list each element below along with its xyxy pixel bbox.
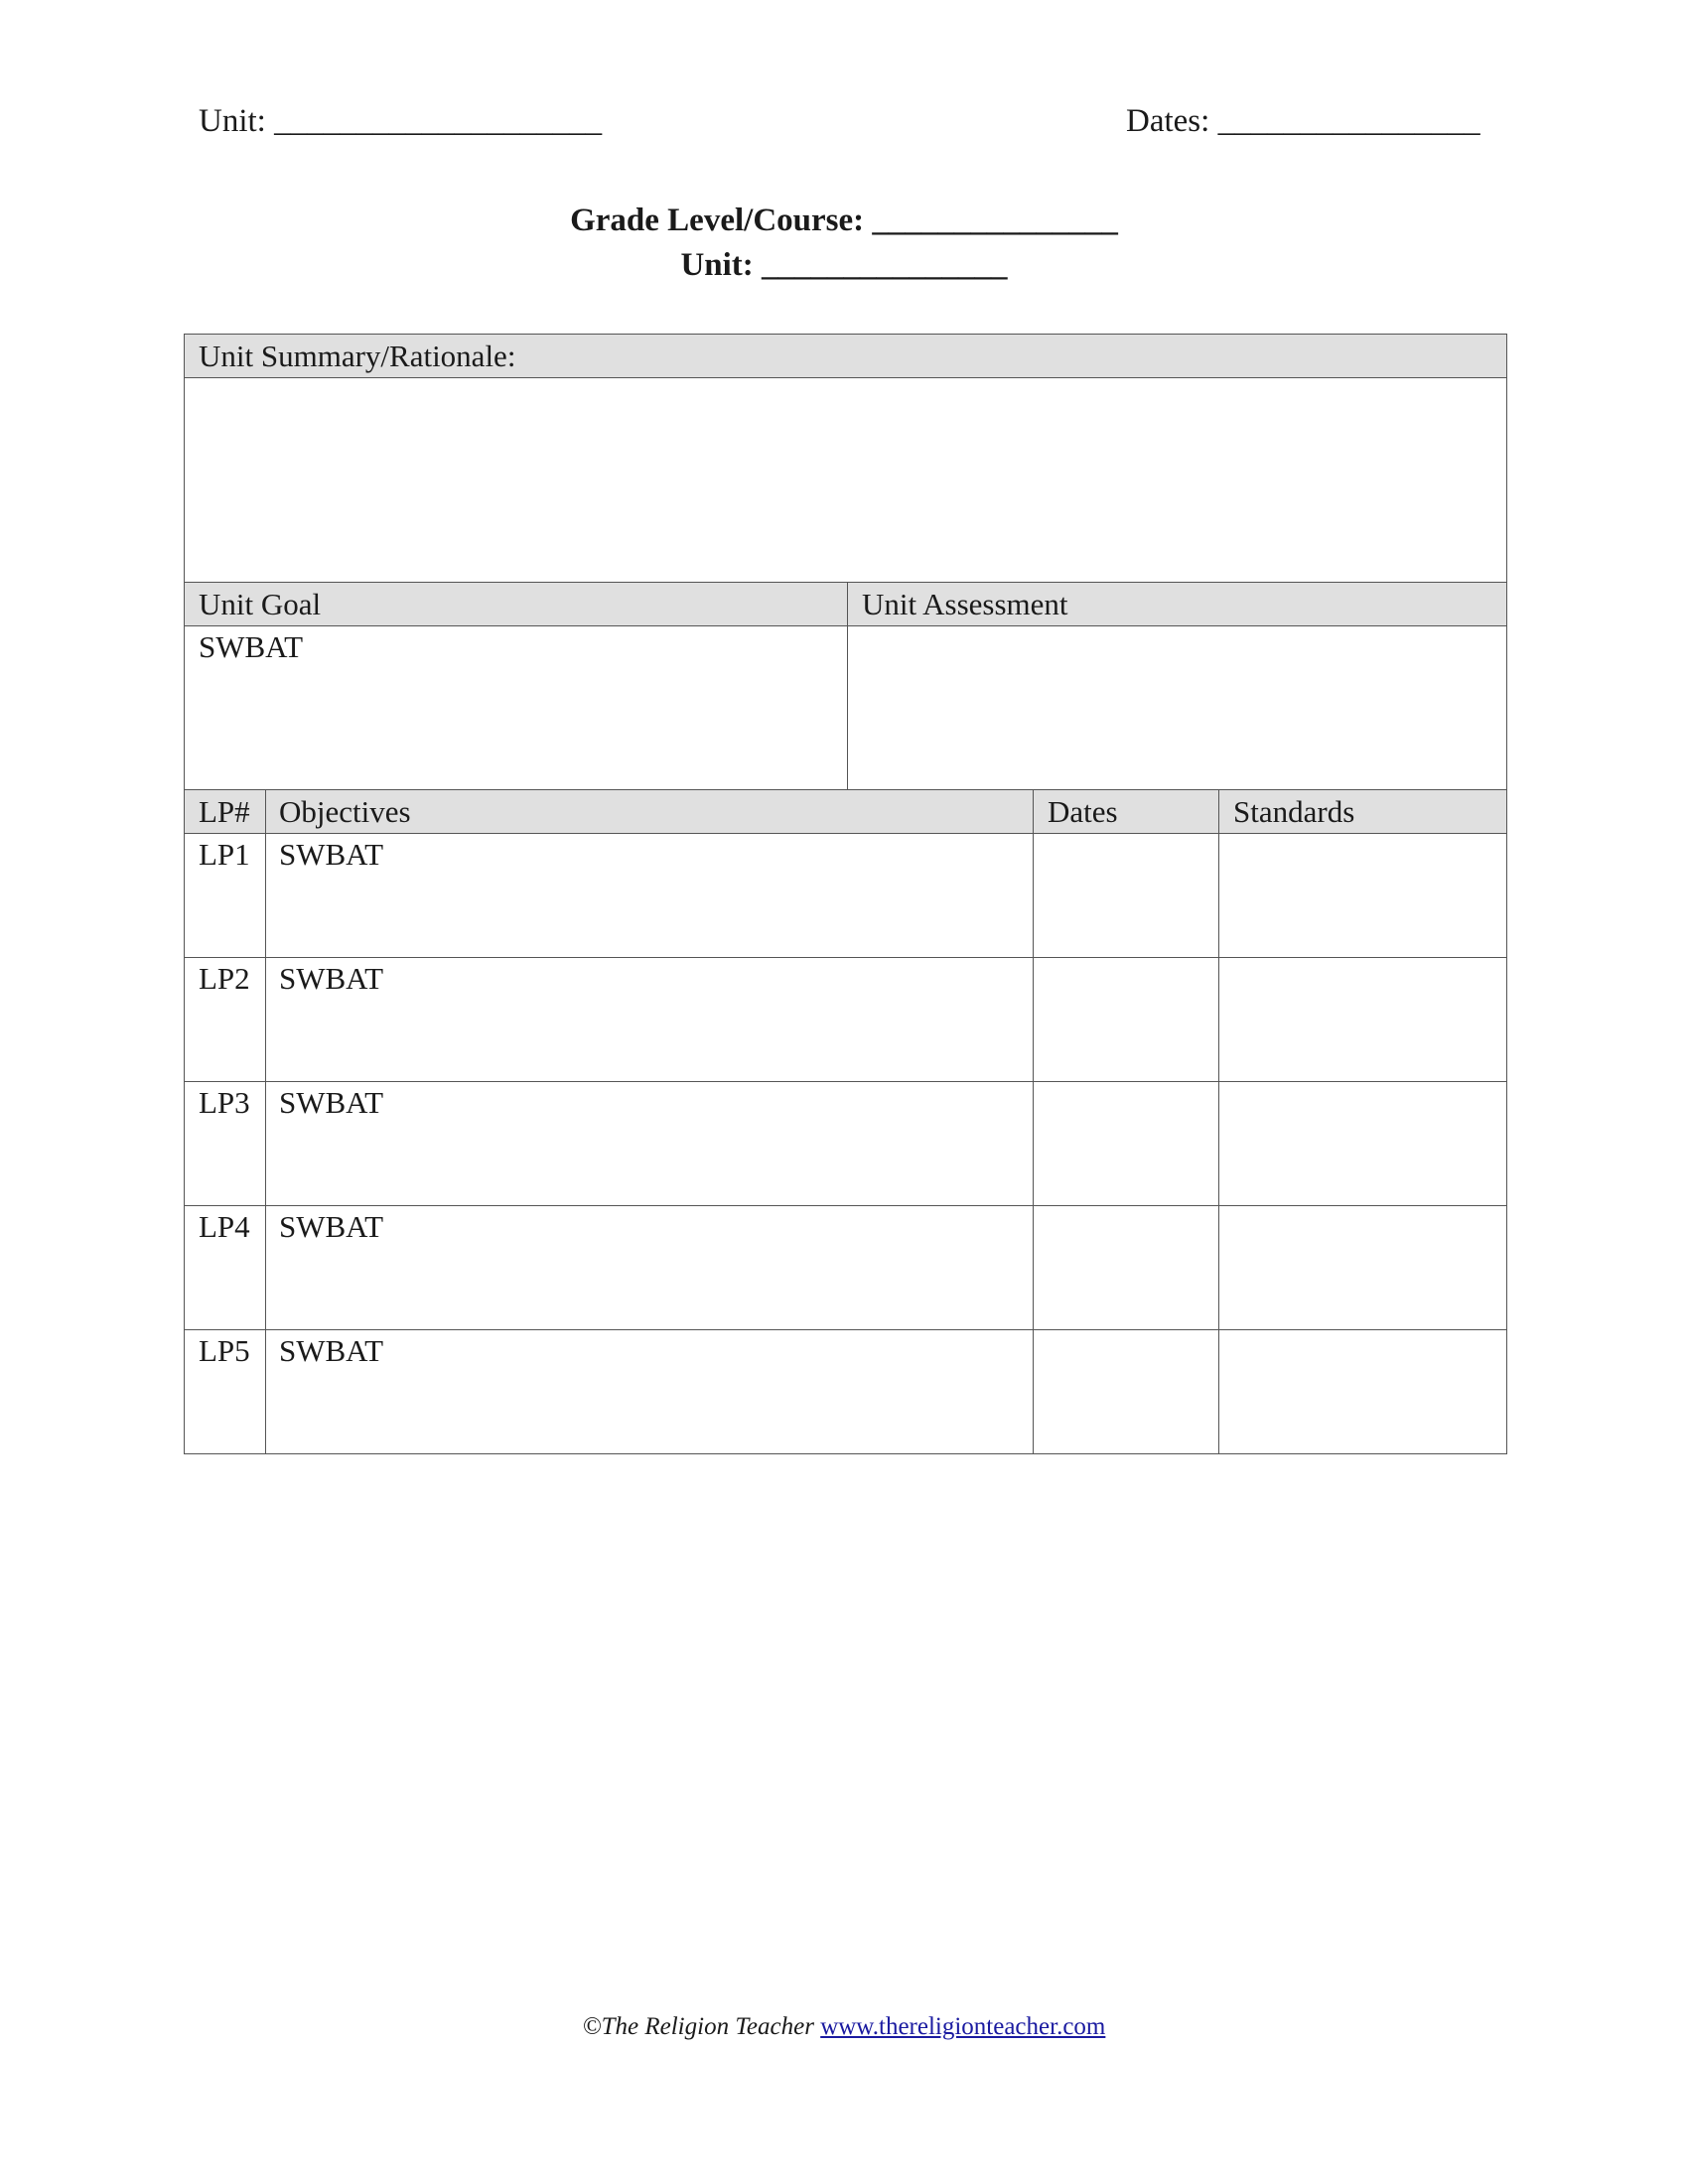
lp-dates-cell[interactable] xyxy=(1034,1082,1219,1206)
dates-blank[interactable]: ________________ xyxy=(1217,103,1480,139)
footer xyxy=(0,2013,1688,2041)
unit-goal-header: Unit Goal xyxy=(185,583,848,626)
standards-header: Standards xyxy=(1219,790,1507,834)
unit-goal-value: SWBAT xyxy=(199,629,304,664)
lp-number-cell: LP2 xyxy=(185,958,266,1082)
website-link[interactable]: www.thereligionteacher.com xyxy=(820,2013,1106,2040)
lp-standards-cell[interactable] xyxy=(1219,958,1507,1082)
lp-standards-cell[interactable] xyxy=(1219,1330,1507,1454)
lesson-plan-row xyxy=(185,834,1507,958)
objective-cell[interactable]: SWBAT xyxy=(266,958,1034,1082)
grade-level-label: Grade Level/Course: xyxy=(570,203,865,238)
unit-summary-header: Unit Summary/Rationale: xyxy=(185,335,1507,378)
dates-field[interactable] xyxy=(1126,103,1480,140)
lesson-plan-row xyxy=(185,1082,1507,1206)
lp-standards-cell[interactable] xyxy=(1219,834,1507,958)
objective-cell[interactable]: SWBAT xyxy=(266,834,1034,958)
lp-number-cell: LP1 xyxy=(185,834,266,958)
grade-level-blank[interactable]: _______________ xyxy=(872,203,1118,238)
goal-assessment-table xyxy=(184,582,1507,792)
grade-level-course-field[interactable] xyxy=(0,203,1688,239)
lp-number-cell: LP3 xyxy=(185,1082,266,1206)
dates-label: Dates: xyxy=(1126,103,1210,139)
lesson-plan-row xyxy=(185,1206,1507,1330)
objective-cell[interactable]: SWBAT xyxy=(266,1330,1034,1454)
lp-dates-cell[interactable] xyxy=(1034,958,1219,1082)
unit-summary-cell[interactable] xyxy=(185,378,1507,584)
unit-blank[interactable]: ____________________ xyxy=(274,103,603,139)
lesson-plan-row xyxy=(185,958,1507,1082)
lp-number-header: LP# xyxy=(185,790,266,834)
lesson-plan-row xyxy=(185,1330,1507,1454)
lesson-plan-header-row xyxy=(185,790,1507,834)
lp-dates-cell[interactable] xyxy=(1034,834,1219,958)
title-unit-blank[interactable]: _______________ xyxy=(762,247,1008,283)
lp-dates-cell[interactable] xyxy=(1034,1330,1219,1454)
unit-summary-table xyxy=(184,334,1507,584)
lp-standards-cell[interactable] xyxy=(1219,1082,1507,1206)
lp-dates-cell[interactable] xyxy=(1034,1206,1219,1330)
unit-label: Unit: xyxy=(199,103,266,139)
lp-number-cell: LP5 xyxy=(185,1330,266,1454)
unit-field[interactable] xyxy=(199,103,602,140)
title-unit-label: Unit: xyxy=(680,247,754,283)
dates-header: Dates xyxy=(1034,790,1219,834)
lp-standards-cell[interactable] xyxy=(1219,1206,1507,1330)
objectives-header: Objectives xyxy=(266,790,1034,834)
lp-number-cell: LP4 xyxy=(185,1206,266,1330)
objective-cell[interactable]: SWBAT xyxy=(266,1206,1034,1330)
title-unit-field[interactable] xyxy=(0,247,1688,284)
unit-goal-cell[interactable] xyxy=(185,626,848,792)
copyright-text: ©The Religion Teacher xyxy=(582,2013,814,2040)
lesson-plan-table xyxy=(184,789,1507,1454)
unit-assessment-cell[interactable] xyxy=(848,626,1507,792)
objective-cell[interactable]: SWBAT xyxy=(266,1082,1034,1206)
unit-assessment-header: Unit Assessment xyxy=(848,583,1507,626)
